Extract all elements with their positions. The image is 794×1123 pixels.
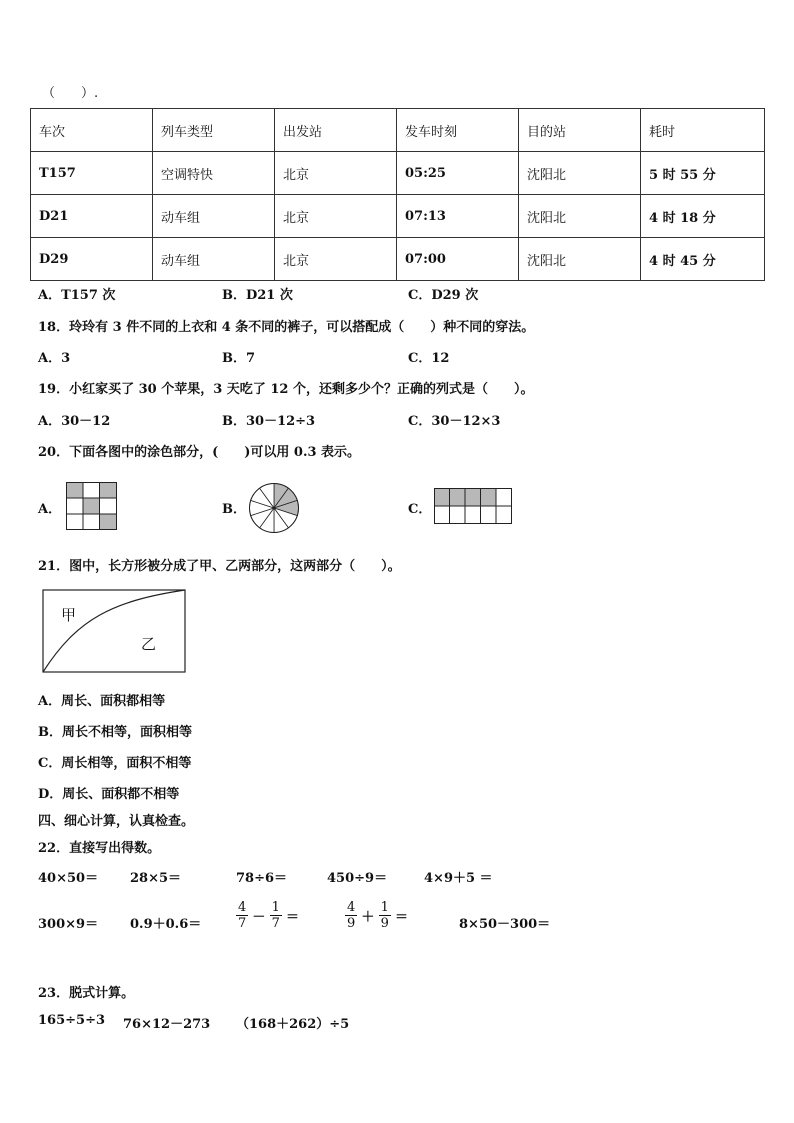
q18-option-b: B．7 [222,351,256,366]
table-cell: 05:25 [397,152,519,195]
fraction [345,900,357,931]
equals-sign: ＝ [286,910,300,925]
table-cell: 北京 [275,238,397,281]
label-jia: 甲 [61,606,77,624]
q19-option-b: B．30－12÷3 [222,414,316,429]
q17-option-b: B．D21 次 [222,288,293,303]
q17-option-a: A．T157 次 [38,288,116,303]
numerator: 1 [271,900,280,915]
q20-option-c: C． [408,502,432,517]
table-cell: 北京 [275,152,397,195]
table-cell: 动车组 [153,195,275,238]
fraction [236,900,248,931]
table-cell: D29 [31,238,153,281]
calc-item: 4×9＋5 ＝ [424,871,493,886]
table-header: 车次 [31,109,153,152]
grid-figure-c [434,488,512,524]
calc-item: 300×9＝ [38,917,99,932]
fraction [270,900,282,931]
q18-text: 18．玲玲有 3 件不同的上衣和 4 条不同的裤子，可以搭配成（ ）种不同的穿法。 [38,320,535,335]
section-four-title: 四、细心计算，认真检查。 [38,814,195,829]
table-header-row [31,109,765,152]
q20-option-a: A． [38,502,62,517]
q17-option-c: C．D29 次 [408,288,479,303]
denominator: 9 [347,916,356,931]
q19-option-a: A．30－12 [38,414,111,429]
rectangle-figure [42,589,187,674]
q19-text: 19．小红家买了 30 个苹果，3 天吃了 12 个，还剩多少个？正确的列式是（ ）。 [38,382,534,397]
table-row [31,195,765,238]
q20-option-b: B． [222,502,246,517]
q21-option-a: A．周长、面积都相等 [38,694,166,709]
table-header: 列车类型 [153,109,275,152]
table-header: 耗时 [641,109,765,152]
table-cell: 北京 [275,195,397,238]
q23-text: 23．脱式计算。 [38,986,135,1001]
table-row [31,238,765,281]
fraction-expression-2 [345,900,408,931]
table-cell: 动车组 [153,238,275,281]
q21-option-c: C．周长相等，面积不相等 [38,756,192,771]
table-row [31,152,765,195]
table-cell: 4 时 45 分 [641,238,765,281]
q22-text: 22．直接写出得数。 [38,841,161,856]
calc-item: 8×50－300＝ [459,917,551,932]
denominator: 7 [238,916,247,931]
q17-stem-tail: （ ）. [42,86,99,101]
denominator: 7 [271,916,280,931]
fraction-expression-1 [236,900,299,931]
table-cell: 4 时 18 分 [641,195,765,238]
calc-item: 76×12－273 [123,1017,211,1032]
numerator: 4 [347,900,356,915]
operator: － [252,910,266,925]
calc-item: 165÷5÷3 [38,1013,106,1028]
calc-item: 40×50＝ [38,871,99,886]
table-header: 发车时刻 [397,109,519,152]
table-cell: 空调特快 [153,152,275,195]
q21-option-b: B．周长不相等，面积相等 [38,725,192,740]
q21-option-d: D．周长、面积都不相等 [38,787,180,802]
table-cell: 07:13 [397,195,519,238]
fraction [379,900,391,931]
calc-item: 78÷6＝ [236,871,288,886]
train-table [30,108,765,281]
table-header: 出发站 [275,109,397,152]
q20-text: 20．下面各图中的涂色部分，( )可以用 0.3 表示。 [38,445,361,460]
table-cell: 沈阳北 [519,152,641,195]
circle-figure-b [248,482,300,534]
calc-item: 450÷9＝ [327,871,388,886]
table-cell: D21 [31,195,153,238]
table-cell: 5 时 55 分 [641,152,765,195]
numerator: 4 [238,900,247,915]
calc-item: 28×5＝ [130,871,182,886]
table-cell: 沈阳北 [519,195,641,238]
table-cell: 沈阳北 [519,238,641,281]
q18-option-a: A．3 [38,351,71,366]
label-yi: 乙 [141,635,157,653]
q19-option-c: C．30－12×3 [408,414,501,429]
q18-option-c: C．12 [408,351,450,366]
q21-text: 21．图中，长方形被分成了甲、乙两部分，这两部分（ ）。 [38,559,401,574]
grid-figure-a [66,482,117,530]
calc-item: 0.9＋0.6＝ [130,917,202,932]
numerator: 1 [380,900,389,915]
table-header: 目的站 [519,109,641,152]
table-cell: T157 [31,152,153,195]
operator: ＋ [361,910,375,925]
calc-item: （168＋262）÷5 [236,1017,350,1032]
denominator: 9 [380,916,389,931]
table-cell: 07:00 [397,238,519,281]
equals-sign: ＝ [395,910,409,925]
